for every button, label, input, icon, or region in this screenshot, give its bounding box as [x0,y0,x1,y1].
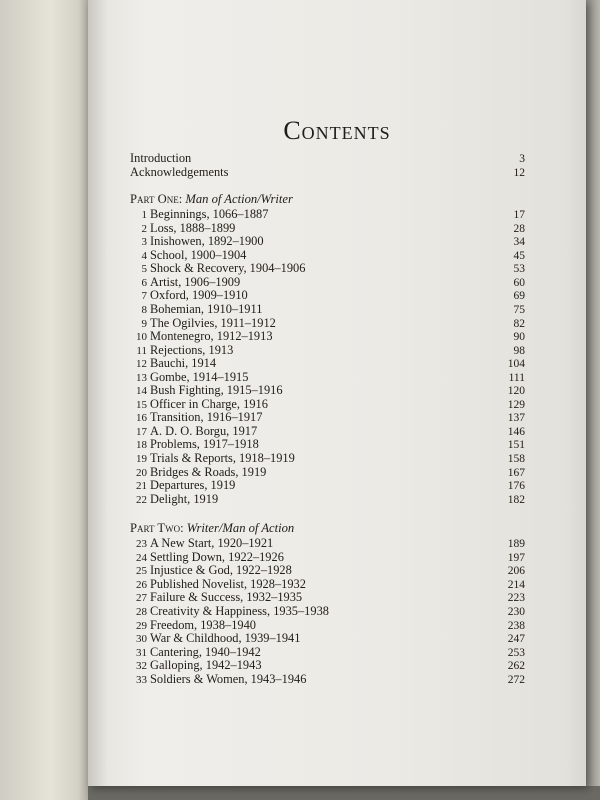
toc-entry [130,397,525,411]
background-edge [586,0,600,800]
entry-title: Rejections, 1913 [150,342,234,357]
table-of-contents [88,0,586,786]
chapter-number: 24 [136,551,147,564]
toc-entry [130,672,525,686]
toc-entry [130,424,525,438]
toc-entry [130,658,525,672]
chapter-number: 3 [141,236,147,249]
toc-entry [130,563,525,577]
toc-entry [130,165,525,179]
entry-title: Oxford, 1909–1910 [150,288,248,303]
page-number: 167 [507,466,525,479]
entry-title: Transition, 1916–1917 [150,410,263,425]
toc-entry [130,604,525,618]
entry-title: Shock & Recovery, 1904–1906 [150,261,306,276]
part-heading [130,521,525,536]
toc-entry [130,590,525,604]
chapter-number: 7 [141,290,147,303]
toc-entry [130,234,525,248]
entry-title: Introduction [130,151,192,165]
toc-entry [130,329,525,343]
page-number: 262 [507,660,525,673]
page-number: 272 [507,673,525,686]
part-label: Part Two: [130,521,187,536]
chapter-number: 33 [136,673,147,686]
chapter-number: 29 [136,619,147,632]
previous-page-edge [0,0,92,800]
toc-entry [130,356,525,370]
entry-title: Delight, 1919 [150,491,219,506]
toc-entry [130,221,525,235]
chapter-number: 25 [136,565,147,578]
toc-entry [130,550,525,564]
toc-entry [130,343,525,357]
page-number: 230 [507,605,525,618]
entry-title: Beginnings, 1066–1887 [150,207,269,222]
entry-title: School, 1900–1904 [150,247,247,262]
chapter-number: 10 [136,331,147,344]
page-number: 253 [507,646,525,659]
book-page [88,0,586,786]
page-number: 104 [507,358,525,371]
entry-title: Officer in Charge, 1916 [150,396,268,411]
page-number: 189 [507,538,525,551]
toc-entry [130,248,525,262]
part-title: Writer/Man of Action [186,521,295,536]
chapter-number: 16 [136,412,147,425]
page-number: 238 [507,619,525,632]
page-number: 182 [507,493,525,506]
page-number: 151 [507,439,525,452]
entry-title: Bridges & Roads, 1919 [150,464,267,479]
chapter-number: 4 [141,249,147,262]
toc-entry [130,631,525,645]
page-number: 28 [513,222,525,235]
entry-title: Acknowledgements [130,164,229,179]
entry-title: Published Novelist, 1928–1932 [150,576,306,591]
entry-title: Departures, 1919 [150,478,236,493]
part-heading [130,192,525,207]
toc-entry [130,492,525,506]
toc-entry [130,437,525,451]
toc-entry [130,618,525,632]
toc-entry [130,370,525,384]
page-number: 75 [513,303,525,316]
page-number: 90 [513,331,525,344]
chapter-number: 6 [141,276,147,289]
page-number: 197 [507,551,525,564]
chapter-number: 8 [141,303,147,316]
page-number: 3 [519,153,525,165]
toc-entry [130,151,525,165]
chapter-number: 18 [136,439,147,452]
entry-title: Soldiers & Women, 1943–1946 [150,671,307,686]
entry-title: Bush Fighting, 1915–1916 [150,383,283,398]
entry-title: Loss, 1888–1899 [150,220,236,235]
page-number: 137 [507,412,525,425]
chapter-number: 26 [136,578,147,591]
page-number: 120 [507,385,525,398]
entry-title: Injustice & God, 1922–1928 [150,563,292,578]
toc-entry [130,451,525,465]
toc-entry [130,410,525,424]
background-edge-bottom [88,786,600,800]
chapter-number: 21 [136,480,147,493]
toc-entry [130,383,525,397]
chapter-number: 23 [136,538,147,551]
chapter-number: 13 [136,371,147,384]
page-title: Contents [283,116,391,145]
entry-title: Problems, 1917–1918 [150,437,259,452]
page-number: 206 [507,565,525,578]
chapter-number: 14 [136,385,147,398]
page-number: 69 [513,290,525,303]
page-number: 111 [508,371,525,384]
chapter-number: 17 [136,425,147,438]
entry-title: Gombe, 1914–1915 [150,369,249,384]
page-number: 60 [513,276,525,289]
chapter-number: 15 [136,398,147,411]
entry-title: Settling Down, 1922–1926 [150,549,284,564]
toc-entry [130,316,525,330]
page-number: 223 [507,592,525,605]
entry-title: Failure & Success, 1932–1935 [150,590,303,605]
entry-title: Montenegro, 1912–1913 [150,329,273,344]
chapter-number: 9 [141,317,147,330]
toc-entry [130,645,525,659]
chapter-number: 31 [136,646,147,659]
entry-title: The Ogilvies, 1911–1912 [150,315,276,330]
entry-title: Bauchi, 1914 [150,356,217,371]
page-number: 34 [513,236,525,249]
entry-title: Cantering, 1940–1942 [150,644,261,659]
page-number: 98 [513,344,525,357]
page-number: 176 [507,480,525,493]
part-label: Part One: [130,192,186,207]
page-number: 129 [507,398,525,411]
chapter-number: 11 [136,344,147,357]
chapter-number: 5 [141,263,147,276]
entry-title: Artist, 1906–1909 [150,274,241,289]
toc-entry [130,207,525,221]
page-number: 247 [507,633,525,646]
page-number: 82 [513,317,525,330]
page-number: 214 [507,578,525,591]
entry-title: Inishowen, 1892–1900 [150,234,264,249]
page-number: 158 [507,453,525,465]
chapter-number: 19 [136,453,147,465]
chapter-number: 32 [136,660,147,673]
page-number: 53 [513,263,525,276]
chapter-number: 2 [141,222,147,235]
toc-entry [130,288,525,302]
entry-title: A New Start, 1920–1921 [150,536,274,551]
toc-entry [130,465,525,479]
chapter-number: 12 [136,358,147,371]
entry-title: A. D. O. Borgu, 1917 [150,423,258,438]
toc-entry [130,302,525,316]
toc-entry [130,275,525,289]
page-number: 17 [513,209,525,222]
chapter-number: 30 [136,633,147,646]
toc-entry [130,577,525,591]
toc-entry [130,261,525,275]
chapter-number: 20 [136,466,147,479]
part-title: Man of Action/Writer [185,192,293,207]
entry-title: Creativity & Happiness, 1935–1938 [150,603,329,618]
entry-title: Galloping, 1942–1943 [150,658,262,673]
page-number: 146 [507,425,525,438]
toc-entry [130,478,525,492]
chapter-number: 1 [141,209,147,222]
chapter-number: 22 [136,493,147,506]
page-number: 12 [513,166,525,179]
toc-entry [130,536,525,550]
entry-title: Trials & Reports, 1918–1919 [150,451,295,465]
page-number: 45 [513,249,525,262]
entry-title: Freedom, 1938–1940 [150,617,256,632]
entry-title: Bohemian, 1910–1911 [150,301,263,316]
chapter-number: 27 [136,592,147,605]
entry-title: War & Childhood, 1939–1941 [150,631,301,646]
chapter-number: 28 [136,605,147,618]
